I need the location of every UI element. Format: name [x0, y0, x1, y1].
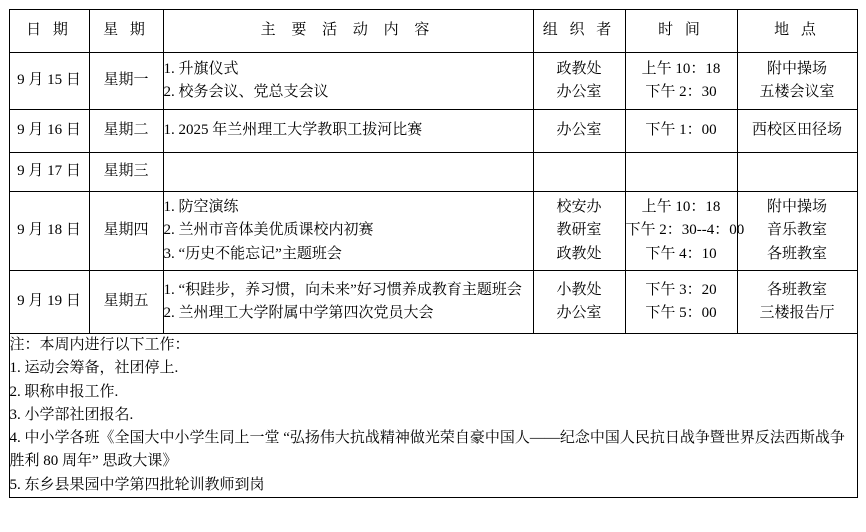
- cell-content: [163, 271, 533, 334]
- place-line: 附中操场: [766, 60, 827, 77]
- cell-time: [625, 110, 737, 153]
- cell-organizer: [533, 53, 625, 110]
- header-date: 日 期: [9, 10, 89, 53]
- cell-time: [625, 153, 737, 192]
- cell-place: [737, 153, 857, 192]
- place-line: 各班教室: [766, 245, 827, 262]
- header-place: 地 点: [737, 10, 857, 53]
- table-row: [9, 192, 857, 271]
- cell-date: 9 月 17 日: [9, 153, 89, 192]
- header-content: 主 要 活 动 内 容: [163, 10, 533, 53]
- cell-week: 星期四: [89, 192, 163, 271]
- cell-place: [737, 192, 857, 271]
- organizer-line: 教研室: [556, 222, 602, 239]
- cell-content: [163, 110, 533, 153]
- place-line: 音乐教室: [766, 222, 827, 239]
- cell-time: [625, 271, 737, 334]
- cell-week: 星期三: [89, 153, 163, 192]
- cell-place: [737, 53, 857, 110]
- table-header: [9, 10, 857, 53]
- header-time: 时 间: [625, 10, 737, 53]
- cell-time: [625, 192, 745, 271]
- content-line: 2. 兰州市音体美优质课校内初赛: [163, 222, 374, 239]
- notes-line: 4. 中小学各班《全国大中小学生同上一堂 “弘扬伟大抗战精神做光荣自豪中国人——纪念中国人民抗日战争暨世界反法西斯战争胜利 80 周年” 思政大课》: [9, 430, 845, 470]
- place-line: 西校区田径场: [751, 122, 842, 139]
- notes-line: 注：本周内进行以下工作：: [9, 337, 190, 353]
- cell-date: 9 月 15 日: [9, 53, 89, 110]
- organizer-line: 办公室: [556, 305, 602, 321]
- notes-line: 3. 小学部社团报名.: [9, 406, 134, 423]
- cell-organizer: [533, 153, 625, 192]
- table-row: [9, 110, 857, 153]
- time-line: 上午 10：18: [641, 199, 721, 216]
- organizer-line: 办公室: [556, 122, 602, 139]
- cell-week: 星期二: [89, 110, 163, 153]
- organizer-line: 小教处: [556, 281, 602, 298]
- header-week: 星 期: [89, 10, 163, 53]
- time-line: 下午 2：30: [645, 84, 717, 100]
- table-row: [9, 53, 857, 110]
- content-line: 1. 升旗仪式: [163, 60, 239, 77]
- cell-content: [163, 153, 533, 192]
- content-line: 1. “积跬步，养习惯，向未来”好习惯养成教育主题班会: [163, 281, 522, 298]
- notes-row: [9, 334, 857, 498]
- time-line: 下午 2：30--4：00: [625, 222, 745, 239]
- content-line: 3. “历史不能忘记”主题班会: [163, 245, 342, 262]
- organizer-line: 办公室: [556, 84, 602, 100]
- content-line: 1. 防空演练: [163, 199, 239, 216]
- cell-place: [737, 271, 857, 334]
- table-body: [9, 53, 857, 498]
- place-line: 五楼会议室: [759, 84, 835, 100]
- header-organizer: 组 织 者: [533, 10, 625, 53]
- cell-date: 9 月 16 日: [9, 110, 89, 153]
- cell-week: 星期五: [89, 271, 163, 334]
- notes-line: 5. 东乡县果园中学第四批轮训教师到岗: [9, 476, 265, 493]
- notes-cell: [9, 334, 857, 498]
- organizer-line: 政教处: [556, 245, 602, 262]
- schedule-sheet: [0, 9, 866, 532]
- cell-content: [163, 192, 533, 271]
- time-line: 上午 10：18: [641, 60, 721, 77]
- cell-organizer: [533, 192, 625, 271]
- cell-date: 9 月 19 日: [9, 271, 89, 334]
- notes-line: 2. 职称申报工作.: [9, 383, 119, 400]
- place-line: 各班教室: [766, 281, 827, 298]
- table-row: [9, 271, 857, 334]
- cell-organizer: [533, 110, 625, 153]
- cell-time: [625, 53, 737, 110]
- weekly-schedule-table: [9, 9, 858, 498]
- place-line: 三楼报告厅: [759, 305, 835, 321]
- organizer-line: 校安办: [556, 199, 602, 216]
- notes-line: 1. 运动会筹备，社团停上.: [9, 360, 179, 377]
- cell-organizer: [533, 271, 625, 334]
- cell-date: 9 月 18 日: [9, 192, 89, 271]
- cell-place: [737, 110, 857, 153]
- cell-week: 星期一: [89, 53, 163, 110]
- place-line: 附中操场: [766, 199, 827, 216]
- header-row: [9, 10, 857, 53]
- content-line: 2. 兰州理工大学附属中学第四次党员大会: [163, 305, 434, 321]
- time-line: 下午 1：00: [645, 122, 717, 139]
- content-line: 2. 校务会议、党总支会议: [163, 84, 329, 100]
- time-line: 下午 3：20: [645, 281, 717, 298]
- table-row: [9, 153, 857, 192]
- time-line: 下午 4：10: [645, 245, 717, 262]
- organizer-line: 政教处: [556, 60, 602, 77]
- time-line: 下午 5：00: [645, 305, 717, 321]
- content-line: 1. 2025 年兰州理工大学教职工拔河比赛: [163, 122, 423, 139]
- cell-content: [163, 53, 533, 110]
